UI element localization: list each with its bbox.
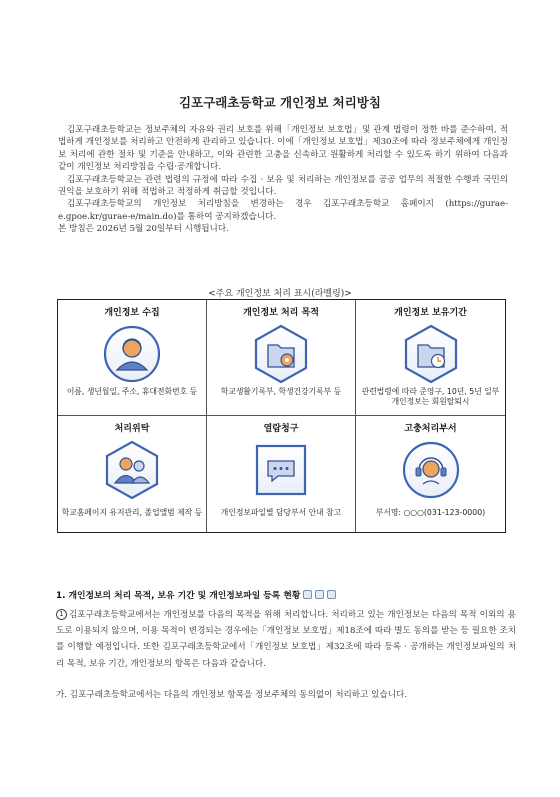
label-cell-desc: 이름, 생년월일, 주소, 휴대전화번호 등 xyxy=(66,387,198,396)
intro-paragraph-2: 김포구래초등학교는 관련 법령의 규정에 따라 수집 · 보유 및 처리하는 개인정보를 공공 업무의 적절한 수행과 국민의 권익을 보호하기 위해 적법하고 적정하게 취급할 것입니다. xyxy=(58,174,508,198)
section-body xyxy=(56,607,516,672)
label-cell-title: 개인정보 수집 xyxy=(104,308,160,318)
label-cell-consignment xyxy=(58,416,207,532)
section-title xyxy=(56,588,516,601)
intro-paragraph-1: 김포구래초등학교는 정보주체의 자유와 권리 보호를 위해「개인정보 보호법」및 관계 법령이 정한 바를 준수하여, 적법하게 개인정보를 처리하고 안전하게 관리하고 있습니다. 이에「개인정보 보호법」제30조에 따라 정보주체에게 개인정보 처리에 관한 절차 및 기준을 안내하고, 이와 관련한 고충을 신속하고 원활하게 처리할 수 있도록 하기 위하여 다음과 같이 개인정보 처리방침을 수립·공개합니다. xyxy=(58,125,508,173)
label-cell-purpose xyxy=(207,300,356,416)
folder-clock-icon xyxy=(401,323,461,385)
person-icon xyxy=(102,323,162,385)
intro-paragraph-3: 김포구래초등학교의 개인정보 처리방침을 변경하는 경우 김포구래초등학교 홈페이지 (https://gurae-e.gpoe.kr/gurae-e/main.do)를 통하여 공지하겠습니다. xyxy=(58,199,508,222)
label-cell-desc: 부서명: ○○○(031-123-0000) xyxy=(375,508,486,517)
label-cell-title: 열람청구 xyxy=(263,424,299,434)
label-cell-access-request xyxy=(207,416,356,532)
label-cell-title: 개인정보 처리 목적 xyxy=(243,308,319,318)
label-badge-icon xyxy=(327,590,336,599)
label-cell-desc: 학교홈페이지 유지관리, 졸업앨범 제작 등 xyxy=(61,508,203,517)
circled-number: 1 xyxy=(56,609,67,620)
label-cell-desc: 관련법령에 따라 준영구, 10년, 5년 일부 개인정보는 회원탈퇴시 xyxy=(361,387,500,406)
label-cell-title: 개인정보 보유기간 xyxy=(394,308,467,318)
label-cell-desc: 학교생활기록부, 학생건강기록부 등 xyxy=(220,387,342,396)
intro-text xyxy=(58,124,508,236)
label-badge-icon xyxy=(303,590,312,599)
label-cell-grievance xyxy=(356,416,505,532)
headset-icon xyxy=(401,439,461,501)
people-icon xyxy=(102,439,162,501)
label-cell-title: 처리위탁 xyxy=(114,424,150,434)
labeling-caption: <주요 개인정보 처리 표시(라벨링)> xyxy=(208,289,352,299)
label-cell-title: 고충처리부서 xyxy=(404,424,457,434)
section-title-text: 1. 개인정보의 처리 목적, 보유 기간 및 개인정보파일 등록 현황 xyxy=(56,591,301,601)
chat-icon xyxy=(251,439,311,501)
label-cell-collection xyxy=(58,300,207,416)
label-cell-retention xyxy=(356,300,505,416)
label-badge-icon xyxy=(315,590,324,599)
page-title: 김포구래초등학교 개인정보 처리방침 xyxy=(179,95,381,110)
folder-gear-icon xyxy=(251,323,311,385)
intro-paragraph-4: 본 방침은 2026년 5월 20일부터 시행됩니다. xyxy=(58,224,229,235)
label-cell-desc: 개인정보파일별 담당부서 안내 참고 xyxy=(220,508,342,517)
section-subitem: 가. 김포구래초등학교에서는 다음의 개인정보 항목을 정보주체의 동의없이 처리하고 있습니다. xyxy=(56,689,408,700)
section-1 xyxy=(56,588,516,700)
section-body-text: 김포구래초등학교에서는 개인정보를 다음의 목적을 위해 처리합니다. 처리하고 있는 개인정보는 다음의 목적 이외의 용도로 이용되지 않으며, 이용 목적이 변경되는 경우에는「개인정보 보호법」제18조에 따라 별도 동의를 받는 등 필요한 조치를 이행할 예정입니다. 또한 김포구래초등학교에서「개인정보 보호법」제32조에 따라 등록 · 공개하는 개인정보파일의 처리 목적, 보유 기간, 개인정보의 항목은 다음과 같습니다. xyxy=(56,610,516,669)
labeling-table xyxy=(57,299,506,533)
